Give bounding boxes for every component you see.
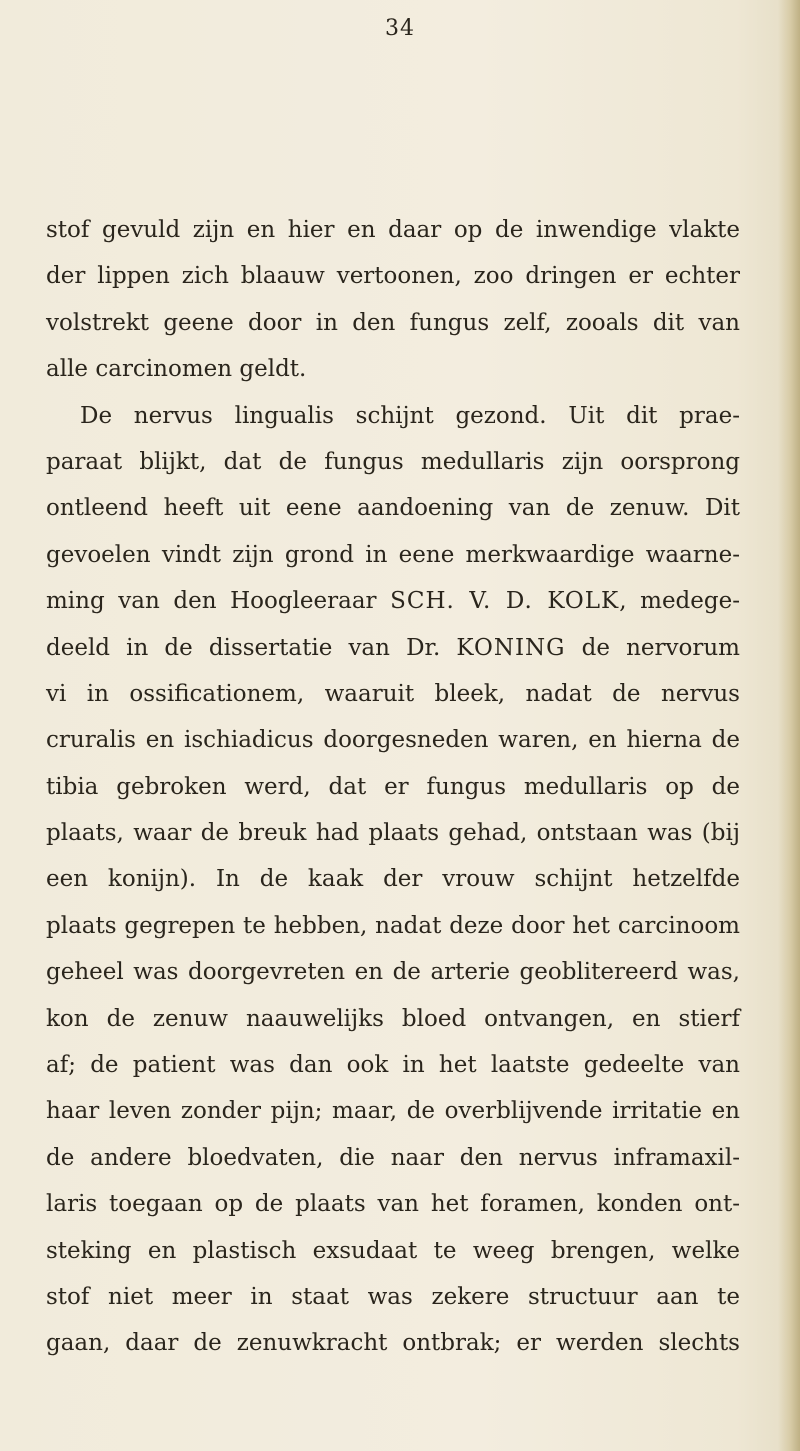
text-segment: de nervorum — [565, 634, 740, 661]
text-line: een konijn). In de kaak der vrouw schijnt hetzelfde — [46, 866, 740, 893]
text-line: plaats, waar de breuk had plaats gehad, ontstaan was (bij — [46, 820, 740, 847]
author-name: SCH. V. D. KOLK — [390, 588, 620, 615]
page-number: 34 — [385, 16, 415, 41]
text-line: gevoelen vindt zijn grond in eene merkwaardige waarne- — [46, 541, 740, 568]
page-edge-shadow — [778, 0, 800, 1451]
text-line: kon de zenuw naauwelijks bloed ontvangen, en stierf — [46, 1005, 740, 1032]
text-line: steking en plastisch exsudaat te weeg brengen, welke — [46, 1237, 740, 1264]
text-line: gaan, daar de zenuwkracht ontbrak; er werden slechts — [46, 1330, 740, 1357]
text-line: geheel was doorgevreten en de arterie geoblitereerd was, — [46, 959, 740, 986]
text-line: haar leven zonder pijn; maar, de overblijvende irritatie en — [46, 1098, 740, 1125]
text-line: de andere bloedvaten, die naar den nervus inframaxil- — [46, 1144, 740, 1171]
author-name: KONING — [456, 634, 566, 661]
text-line — [46, 625, 740, 671]
text-line: der lippen zich blaauw vertoonen, zoo dringen er echter — [46, 263, 740, 290]
text-line: stof gevuld zijn en hier en daar op de inwendige vlakte — [46, 217, 740, 243]
text-segment: ming van den Hoogleeraar — [46, 588, 391, 615]
text-line: volstrekt geene door in den fungus zelf, zooals dit van — [46, 309, 740, 336]
text-line: alle carcinomen geldt. — [46, 356, 307, 383]
text-line: ontleend heeft uit eene aandoening van de zenuw. Dit — [46, 495, 740, 522]
text-line: laris toegaan op de plaats van het foramen, konden ont- — [46, 1191, 740, 1218]
text-line: vi in ossificationem, waaruit bleek, nadat de nervus — [46, 680, 740, 707]
body-text — [46, 207, 740, 1367]
text-line: paraat blijkt, dat de fungus medullaris zijn oorsprong — [46, 448, 740, 475]
text-line: plaats gegrepen te hebben, nadat deze door het carcinoom — [46, 912, 740, 939]
text-line: tibia gebroken werd, dat er fungus medullaris op de — [46, 773, 740, 800]
text-line: cruralis en ischiadicus doorgesneden waren, en hierna de — [46, 727, 740, 754]
text-segment: , medege- — [619, 588, 740, 615]
text-line: De nervus lingualis schijnt gezond. Uit dit prae- — [80, 402, 740, 429]
text-line: stof niet meer in staat was zekere structuur aan te — [46, 1283, 740, 1310]
text-segment: deeld in de dissertatie van Dr. — [46, 634, 457, 661]
text-line — [46, 578, 740, 624]
text-line: af; de patient was dan ook in het laatste gedeelte van — [46, 1052, 740, 1079]
